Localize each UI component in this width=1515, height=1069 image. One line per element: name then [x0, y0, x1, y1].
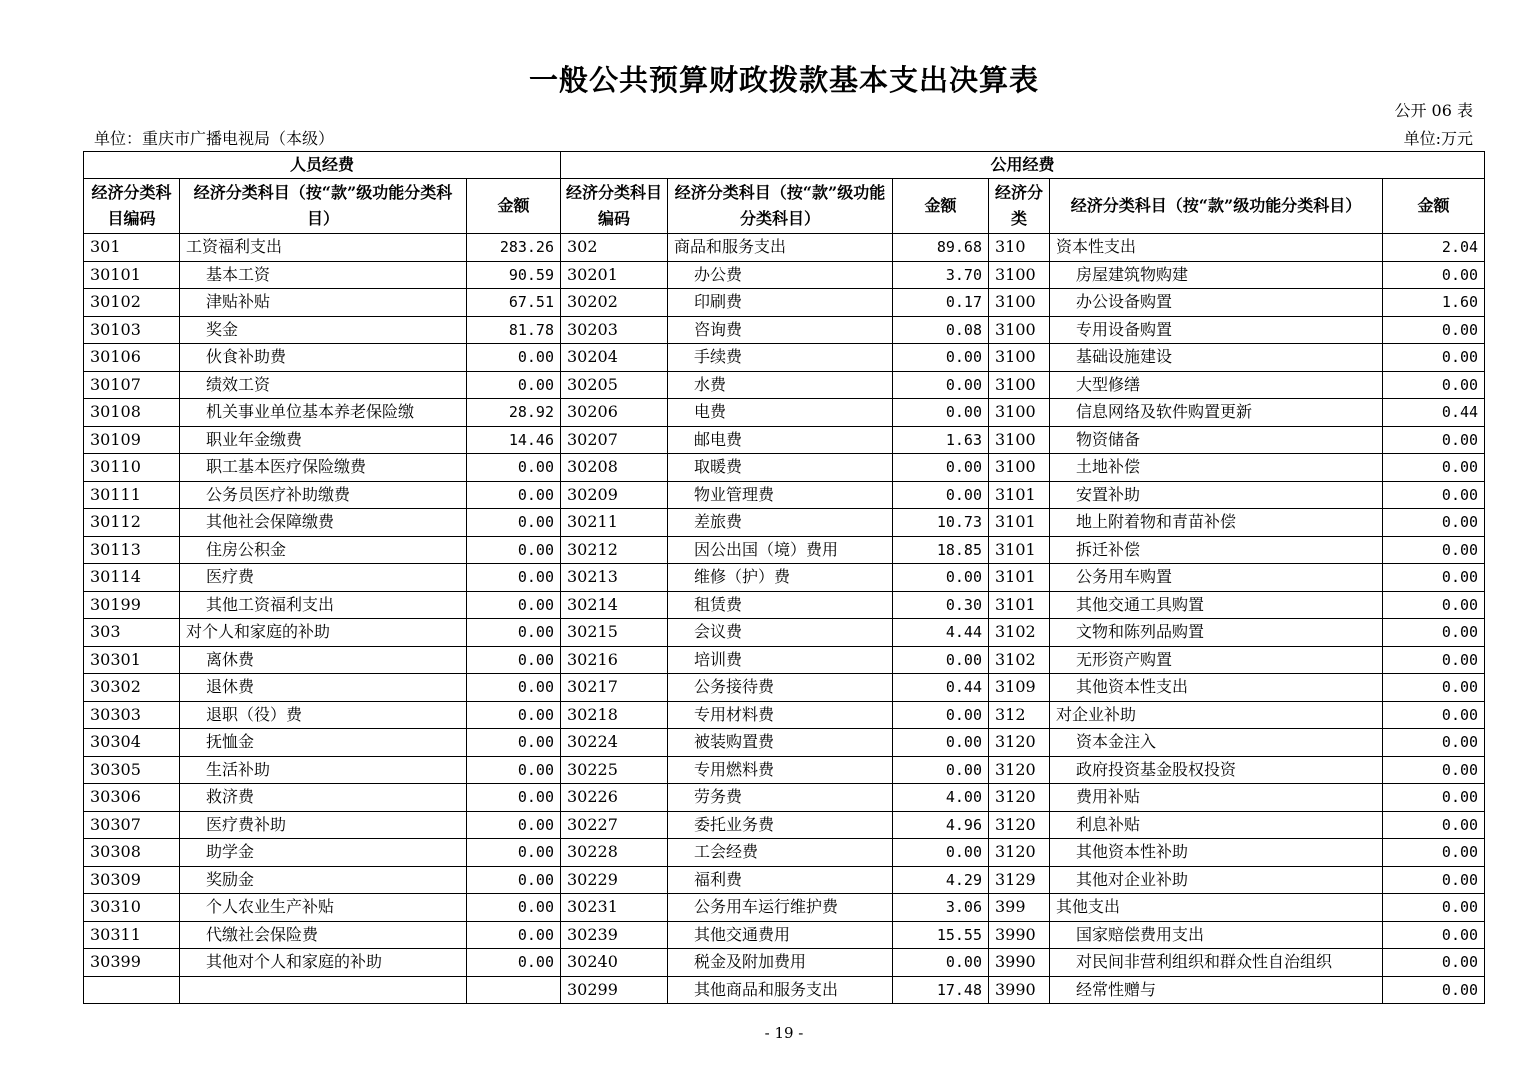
personnel-amount-cell: 0.00 [467, 866, 561, 894]
table-row [84, 234, 1485, 262]
goods-code-cell: 30216 [561, 646, 668, 674]
personnel-code-cell: 30106 [84, 344, 180, 372]
goods-code-cell: 30212 [561, 536, 668, 564]
header-goods-code: 经济分类科目编码 [561, 179, 668, 234]
goods-name-cell: 专用燃料费 [668, 756, 893, 784]
table-row [84, 344, 1485, 372]
header-goods-name: 经济分类科目（按“款”级功能分类科目） [668, 179, 893, 234]
goods-amount-cell: 0.00 [893, 344, 989, 372]
personnel-amount-cell: 0.00 [467, 619, 561, 647]
personnel-amount-cell: 0.00 [467, 921, 561, 949]
goods-amount-cell: 0.00 [893, 756, 989, 784]
capital-amount-cell: 0.00 [1383, 646, 1485, 674]
personnel-amount-cell: 0.00 [467, 371, 561, 399]
capital-name-cell: 其他资本性补助 [1050, 839, 1383, 867]
goods-name-cell: 会议费 [668, 619, 893, 647]
personnel-name-cell: 对个人和家庭的补助 [180, 619, 467, 647]
goods-code-cell: 30202 [561, 289, 668, 317]
personnel-amount-cell: 0.00 [467, 949, 561, 977]
goods-amount-cell: 0.00 [893, 646, 989, 674]
table-row [84, 839, 1485, 867]
capital-amount-cell: 2.04 [1383, 234, 1485, 262]
capital-amount-cell: 0.00 [1383, 454, 1485, 482]
goods-code-cell: 30208 [561, 454, 668, 482]
capital-name-cell: 物资储备 [1050, 426, 1383, 454]
goods-code-cell: 30218 [561, 701, 668, 729]
personnel-code-cell: 30103 [84, 316, 180, 344]
goods-code-cell: 30240 [561, 949, 668, 977]
personnel-name-cell: 公务员医疗补助缴费 [180, 481, 467, 509]
goods-amount-cell: 18.85 [893, 536, 989, 564]
goods-amount-cell: 4.44 [893, 619, 989, 647]
goods-amount-cell: 3.70 [893, 261, 989, 289]
form-number: 公开 06 表 [1394, 101, 1473, 120]
capital-name-cell: 其他支出 [1050, 894, 1383, 922]
goods-amount-cell: 3.06 [893, 894, 989, 922]
table-row [84, 976, 1485, 1004]
capital-code-cell: 3120 [989, 756, 1050, 784]
goods-code-cell: 30299 [561, 976, 668, 1004]
table-row [84, 674, 1485, 702]
personnel-code-cell [84, 976, 180, 1004]
capital-name-cell: 专用设备购置 [1050, 316, 1383, 344]
personnel-code-cell: 30113 [84, 536, 180, 564]
personnel-name-cell: 津贴补贴 [180, 289, 467, 317]
personnel-amount-cell: 0.00 [467, 564, 561, 592]
goods-name-cell: 商品和服务支出 [668, 234, 893, 262]
personnel-code-cell: 30112 [84, 509, 180, 537]
personnel-code-cell: 30310 [84, 894, 180, 922]
personnel-code-cell: 30304 [84, 729, 180, 757]
header-capital-amount: 金额 [1383, 179, 1485, 234]
personnel-amount-cell: 0.00 [467, 536, 561, 564]
capital-code-cell: 3990 [989, 921, 1050, 949]
capital-code-cell: 3100 [989, 454, 1050, 482]
goods-code-cell: 30204 [561, 344, 668, 372]
header-personnel-name: 经济分类科目（按“款”级功能分类科目） [180, 179, 467, 234]
currency-unit: 单位:万元 [1403, 129, 1473, 148]
goods-name-cell: 租赁费 [668, 591, 893, 619]
personnel-amount-cell: 0.00 [467, 756, 561, 784]
capital-amount-cell: 0.00 [1383, 976, 1485, 1004]
capital-code-cell: 3101 [989, 536, 1050, 564]
personnel-code-cell: 30306 [84, 784, 180, 812]
personnel-amount-cell: 0.00 [467, 646, 561, 674]
capital-code-cell: 3101 [989, 564, 1050, 592]
capital-name-cell: 地上附着物和青苗补偿 [1050, 509, 1383, 537]
personnel-amount-cell [467, 976, 561, 1004]
goods-name-cell: 办公费 [668, 261, 893, 289]
capital-name-cell: 其他交通工具购置 [1050, 591, 1383, 619]
table-body [84, 234, 1485, 1004]
goods-code-cell: 30225 [561, 756, 668, 784]
goods-name-cell: 工会经费 [668, 839, 893, 867]
capital-code-cell: 310 [989, 234, 1050, 262]
goods-code-cell: 30215 [561, 619, 668, 647]
goods-code-cell: 30209 [561, 481, 668, 509]
personnel-amount-cell: 0.00 [467, 509, 561, 537]
goods-name-cell: 被装购置费 [668, 729, 893, 757]
header-capital-code: 经济分类 [989, 179, 1050, 234]
capital-name-cell: 资本金注入 [1050, 729, 1383, 757]
goods-name-cell: 培训费 [668, 646, 893, 674]
goods-code-cell: 30228 [561, 839, 668, 867]
goods-name-cell: 邮电费 [668, 426, 893, 454]
capital-code-cell: 3120 [989, 784, 1050, 812]
goods-amount-cell: 0.00 [893, 701, 989, 729]
table-row [84, 371, 1485, 399]
capital-code-cell: 3100 [989, 261, 1050, 289]
capital-name-cell: 无形资产购置 [1050, 646, 1383, 674]
table-row [84, 701, 1485, 729]
capital-amount-cell: 0.00 [1383, 784, 1485, 812]
capital-name-cell: 文物和陈列品购置 [1050, 619, 1383, 647]
personnel-amount-cell: 0.00 [467, 454, 561, 482]
personnel-name-cell: 基本工资 [180, 261, 467, 289]
capital-amount-cell: 0.00 [1383, 316, 1485, 344]
personnel-name-cell: 绩效工资 [180, 371, 467, 399]
report-title: 一般公共预算财政拨款基本支出决算表 [528, 63, 1039, 97]
personnel-amount-cell: 81.78 [467, 316, 561, 344]
personnel-amount-cell: 0.00 [467, 811, 561, 839]
goods-code-cell: 30229 [561, 866, 668, 894]
goods-name-cell: 福利费 [668, 866, 893, 894]
capital-amount-cell: 0.00 [1383, 949, 1485, 977]
capital-code-cell: 3990 [989, 976, 1050, 1004]
goods-name-cell: 税金及附加费用 [668, 949, 893, 977]
goods-name-cell: 手续费 [668, 344, 893, 372]
personnel-amount-cell: 90.59 [467, 261, 561, 289]
capital-amount-cell: 0.00 [1383, 894, 1485, 922]
capital-code-cell: 3100 [989, 399, 1050, 427]
personnel-name-cell: 救济费 [180, 784, 467, 812]
capital-code-cell: 312 [989, 701, 1050, 729]
capital-name-cell: 办公设备购置 [1050, 289, 1383, 317]
goods-amount-cell: 0.00 [893, 839, 989, 867]
goods-name-cell: 委托业务费 [668, 811, 893, 839]
personnel-name-cell: 医疗费 [180, 564, 467, 592]
capital-name-cell: 对民间非营利组织和群众性自治组织 [1050, 949, 1383, 977]
goods-code-cell: 30227 [561, 811, 668, 839]
capital-code-cell: 3100 [989, 289, 1050, 317]
goods-amount-cell: 4.29 [893, 866, 989, 894]
goods-name-cell: 物业管理费 [668, 481, 893, 509]
goods-name-cell: 维修（护）费 [668, 564, 893, 592]
capital-code-cell: 3101 [989, 591, 1050, 619]
capital-code-cell: 3101 [989, 481, 1050, 509]
capital-code-cell: 3100 [989, 344, 1050, 372]
goods-amount-cell: 0.00 [893, 454, 989, 482]
goods-code-cell: 30217 [561, 674, 668, 702]
goods-code-cell: 302 [561, 234, 668, 262]
personnel-amount-cell: 0.00 [467, 344, 561, 372]
table-row [84, 784, 1485, 812]
goods-code-cell: 30206 [561, 399, 668, 427]
reporting-unit: 单位：重庆市广播电视局（本级） [94, 129, 335, 148]
personnel-name-cell: 奖金 [180, 316, 467, 344]
personnel-amount-cell: 283.26 [467, 234, 561, 262]
goods-name-cell: 电费 [668, 399, 893, 427]
capital-amount-cell: 0.00 [1383, 839, 1485, 867]
goods-amount-cell: 89.68 [893, 234, 989, 262]
goods-name-cell: 公务接待费 [668, 674, 893, 702]
personnel-name-cell: 生活补助 [180, 756, 467, 784]
personnel-code-cell: 30307 [84, 811, 180, 839]
personnel-code-cell: 30305 [84, 756, 180, 784]
capital-amount-cell: 0.00 [1383, 536, 1485, 564]
header-goods-amount: 金额 [893, 179, 989, 234]
goods-code-cell: 30226 [561, 784, 668, 812]
capital-code-cell: 3100 [989, 426, 1050, 454]
personnel-amount-cell: 0.00 [467, 784, 561, 812]
goods-code-cell: 30214 [561, 591, 668, 619]
goods-amount-cell: 0.44 [893, 674, 989, 702]
capital-amount-cell: 0.00 [1383, 921, 1485, 949]
capital-amount-cell: 0.00 [1383, 591, 1485, 619]
table-row [84, 481, 1485, 509]
capital-name-cell: 拆迁补偿 [1050, 536, 1383, 564]
capital-code-cell: 3120 [989, 811, 1050, 839]
personnel-code-cell: 301 [84, 234, 180, 262]
table-row [84, 894, 1485, 922]
personnel-name-cell: 职业年金缴费 [180, 426, 467, 454]
goods-name-cell: 差旅费 [668, 509, 893, 537]
capital-amount-cell: 0.00 [1383, 371, 1485, 399]
goods-code-cell: 30239 [561, 921, 668, 949]
goods-amount-cell: 0.30 [893, 591, 989, 619]
personnel-amount-cell: 0.00 [467, 894, 561, 922]
personnel-name-cell: 其他工资福利支出 [180, 591, 467, 619]
personnel-code-cell: 30102 [84, 289, 180, 317]
capital-amount-cell: 0.00 [1383, 866, 1485, 894]
personnel-code-cell: 30199 [84, 591, 180, 619]
capital-amount-cell: 0.00 [1383, 261, 1485, 289]
table-row [84, 261, 1485, 289]
page-number: - 19 - [764, 1024, 804, 1042]
capital-amount-cell: 0.00 [1383, 481, 1485, 509]
personnel-amount-cell: 67.51 [467, 289, 561, 317]
goods-amount-cell: 4.00 [893, 784, 989, 812]
capital-name-cell: 政府投资基金股权投资 [1050, 756, 1383, 784]
table-row [84, 454, 1485, 482]
capital-amount-cell: 0.00 [1383, 426, 1485, 454]
table-row [84, 426, 1485, 454]
goods-amount-cell: 0.00 [893, 949, 989, 977]
personnel-name-cell: 伙食补助费 [180, 344, 467, 372]
capital-amount-cell: 0.00 [1383, 701, 1485, 729]
header-capital-name: 经济分类科目（按“款”级功能分类科目） [1050, 179, 1383, 234]
table-row [84, 729, 1485, 757]
capital-code-cell: 399 [989, 894, 1050, 922]
goods-code-cell: 30211 [561, 509, 668, 537]
table-row [84, 949, 1485, 977]
personnel-amount-cell: 0.00 [467, 481, 561, 509]
personnel-amount-cell: 0.00 [467, 701, 561, 729]
personnel-code-cell: 303 [84, 619, 180, 647]
capital-code-cell: 3100 [989, 316, 1050, 344]
capital-name-cell: 其他资本性支出 [1050, 674, 1383, 702]
personnel-name-cell: 个人农业生产补贴 [180, 894, 467, 922]
personnel-code-cell: 30110 [84, 454, 180, 482]
personnel-amount-cell: 0.00 [467, 591, 561, 619]
goods-amount-cell: 0.00 [893, 729, 989, 757]
table-row [84, 509, 1485, 537]
capital-code-cell: 3100 [989, 371, 1050, 399]
capital-name-cell: 大型修缮 [1050, 371, 1383, 399]
capital-name-cell: 房屋建筑物购建 [1050, 261, 1383, 289]
personnel-name-cell: 助学金 [180, 839, 467, 867]
goods-name-cell: 其他商品和服务支出 [668, 976, 893, 1004]
capital-name-cell: 利息补贴 [1050, 811, 1383, 839]
goods-amount-cell: 15.55 [893, 921, 989, 949]
goods-amount-cell: 0.00 [893, 399, 989, 427]
personnel-code-cell: 30311 [84, 921, 180, 949]
goods-code-cell: 30213 [561, 564, 668, 592]
personnel-code-cell: 30399 [84, 949, 180, 977]
goods-amount-cell: 1.63 [893, 426, 989, 454]
capital-amount-cell: 1.60 [1383, 289, 1485, 317]
goods-name-cell: 其他交通费用 [668, 921, 893, 949]
capital-amount-cell: 0.00 [1383, 564, 1485, 592]
personnel-code-cell: 30302 [84, 674, 180, 702]
goods-amount-cell: 0.00 [893, 371, 989, 399]
header-personnel-code: 经济分类科目编码 [84, 179, 180, 234]
personnel-code-cell: 30301 [84, 646, 180, 674]
personnel-amount-cell: 0.00 [467, 674, 561, 702]
goods-name-cell: 水费 [668, 371, 893, 399]
goods-amount-cell: 17.48 [893, 976, 989, 1004]
table-row [84, 564, 1485, 592]
goods-amount-cell: 10.73 [893, 509, 989, 537]
goods-amount-cell: 0.00 [893, 564, 989, 592]
goods-name-cell: 劳务费 [668, 784, 893, 812]
goods-amount-cell: 0.17 [893, 289, 989, 317]
capital-name-cell: 安置补助 [1050, 481, 1383, 509]
table-row [84, 399, 1485, 427]
personnel-name-cell: 工资福利支出 [180, 234, 467, 262]
personnel-amount-cell: 0.00 [467, 729, 561, 757]
personnel-name-cell: 抚恤金 [180, 729, 467, 757]
capital-amount-cell: 0.00 [1383, 811, 1485, 839]
goods-code-cell: 30201 [561, 261, 668, 289]
goods-code-cell: 30224 [561, 729, 668, 757]
personnel-amount-cell: 14.46 [467, 426, 561, 454]
capital-amount-cell: 0.00 [1383, 344, 1485, 372]
capital-code-cell: 3129 [989, 866, 1050, 894]
capital-code-cell: 3120 [989, 729, 1050, 757]
personnel-name-cell: 代缴社会保险费 [180, 921, 467, 949]
goods-code-cell: 30205 [561, 371, 668, 399]
goods-amount-cell: 0.00 [893, 481, 989, 509]
personnel-name-cell: 奖励金 [180, 866, 467, 894]
capital-code-cell: 3102 [989, 646, 1050, 674]
capital-name-cell: 国家赔偿费用支出 [1050, 921, 1383, 949]
personnel-name-cell: 其他社会保障缴费 [180, 509, 467, 537]
goods-name-cell: 公务用车运行维护费 [668, 894, 893, 922]
capital-name-cell: 对企业补助 [1050, 701, 1383, 729]
personnel-code-cell: 30114 [84, 564, 180, 592]
capital-amount-cell: 0.00 [1383, 756, 1485, 784]
header-personnel-amount: 金额 [467, 179, 561, 234]
personnel-expense-group-header: 人员经费 [84, 152, 561, 179]
personnel-name-cell [180, 976, 467, 1004]
table-row [84, 811, 1485, 839]
personnel-name-cell: 住房公积金 [180, 536, 467, 564]
personnel-code-cell: 30108 [84, 399, 180, 427]
capital-amount-cell: 0.00 [1383, 729, 1485, 757]
goods-amount-cell: 4.96 [893, 811, 989, 839]
capital-amount-cell: 0.00 [1383, 509, 1485, 537]
table-row [84, 921, 1485, 949]
goods-amount-cell: 0.08 [893, 316, 989, 344]
personnel-name-cell: 退职（役）费 [180, 701, 467, 729]
goods-name-cell: 取暖费 [668, 454, 893, 482]
capital-name-cell: 资本性支出 [1050, 234, 1383, 262]
table-row [84, 866, 1485, 894]
personnel-code-cell: 30303 [84, 701, 180, 729]
personnel-name-cell: 机关事业单位基本养老保险缴 [180, 399, 467, 427]
goods-code-cell: 30207 [561, 426, 668, 454]
goods-code-cell: 30203 [561, 316, 668, 344]
personnel-name-cell: 医疗费补助 [180, 811, 467, 839]
capital-name-cell: 基础设施建设 [1050, 344, 1383, 372]
capital-code-cell: 3990 [989, 949, 1050, 977]
personnel-name-cell: 退休费 [180, 674, 467, 702]
personnel-name-cell: 其他对个人和家庭的补助 [180, 949, 467, 977]
capital-name-cell: 公务用车购置 [1050, 564, 1383, 592]
personnel-name-cell: 职工基本医疗保险缴费 [180, 454, 467, 482]
capital-code-cell: 3101 [989, 509, 1050, 537]
capital-name-cell: 经常性赠与 [1050, 976, 1383, 1004]
goods-name-cell: 咨询费 [668, 316, 893, 344]
capital-amount-cell: 0.00 [1383, 674, 1485, 702]
capital-name-cell: 信息网络及软件购置更新 [1050, 399, 1383, 427]
table-row [84, 619, 1485, 647]
table-row [84, 316, 1485, 344]
personnel-code-cell: 30309 [84, 866, 180, 894]
personnel-name-cell: 离休费 [180, 646, 467, 674]
goods-name-cell: 印刷费 [668, 289, 893, 317]
table-row [84, 289, 1485, 317]
personnel-code-cell: 30111 [84, 481, 180, 509]
personnel-amount-cell: 0.00 [467, 839, 561, 867]
personnel-code-cell: 30109 [84, 426, 180, 454]
capital-name-cell: 其他对企业补助 [1050, 866, 1383, 894]
capital-amount-cell: 0.44 [1383, 399, 1485, 427]
personnel-code-cell: 30107 [84, 371, 180, 399]
goods-code-cell: 30231 [561, 894, 668, 922]
capital-code-cell: 3120 [989, 839, 1050, 867]
capital-name-cell: 费用补贴 [1050, 784, 1383, 812]
capital-code-cell: 3109 [989, 674, 1050, 702]
table-row [84, 536, 1485, 564]
goods-name-cell: 因公出国（境）费用 [668, 536, 893, 564]
public-expense-group-header: 公用经费 [561, 152, 1485, 179]
expenditure-table [83, 151, 1485, 1004]
capital-code-cell: 3102 [989, 619, 1050, 647]
personnel-amount-cell: 28.92 [467, 399, 561, 427]
table-row [84, 646, 1485, 674]
personnel-code-cell: 30308 [84, 839, 180, 867]
table-row [84, 591, 1485, 619]
personnel-code-cell: 30101 [84, 261, 180, 289]
capital-name-cell: 土地补偿 [1050, 454, 1383, 482]
goods-name-cell: 专用材料费 [668, 701, 893, 729]
table-row [84, 756, 1485, 784]
capital-amount-cell: 0.00 [1383, 619, 1485, 647]
